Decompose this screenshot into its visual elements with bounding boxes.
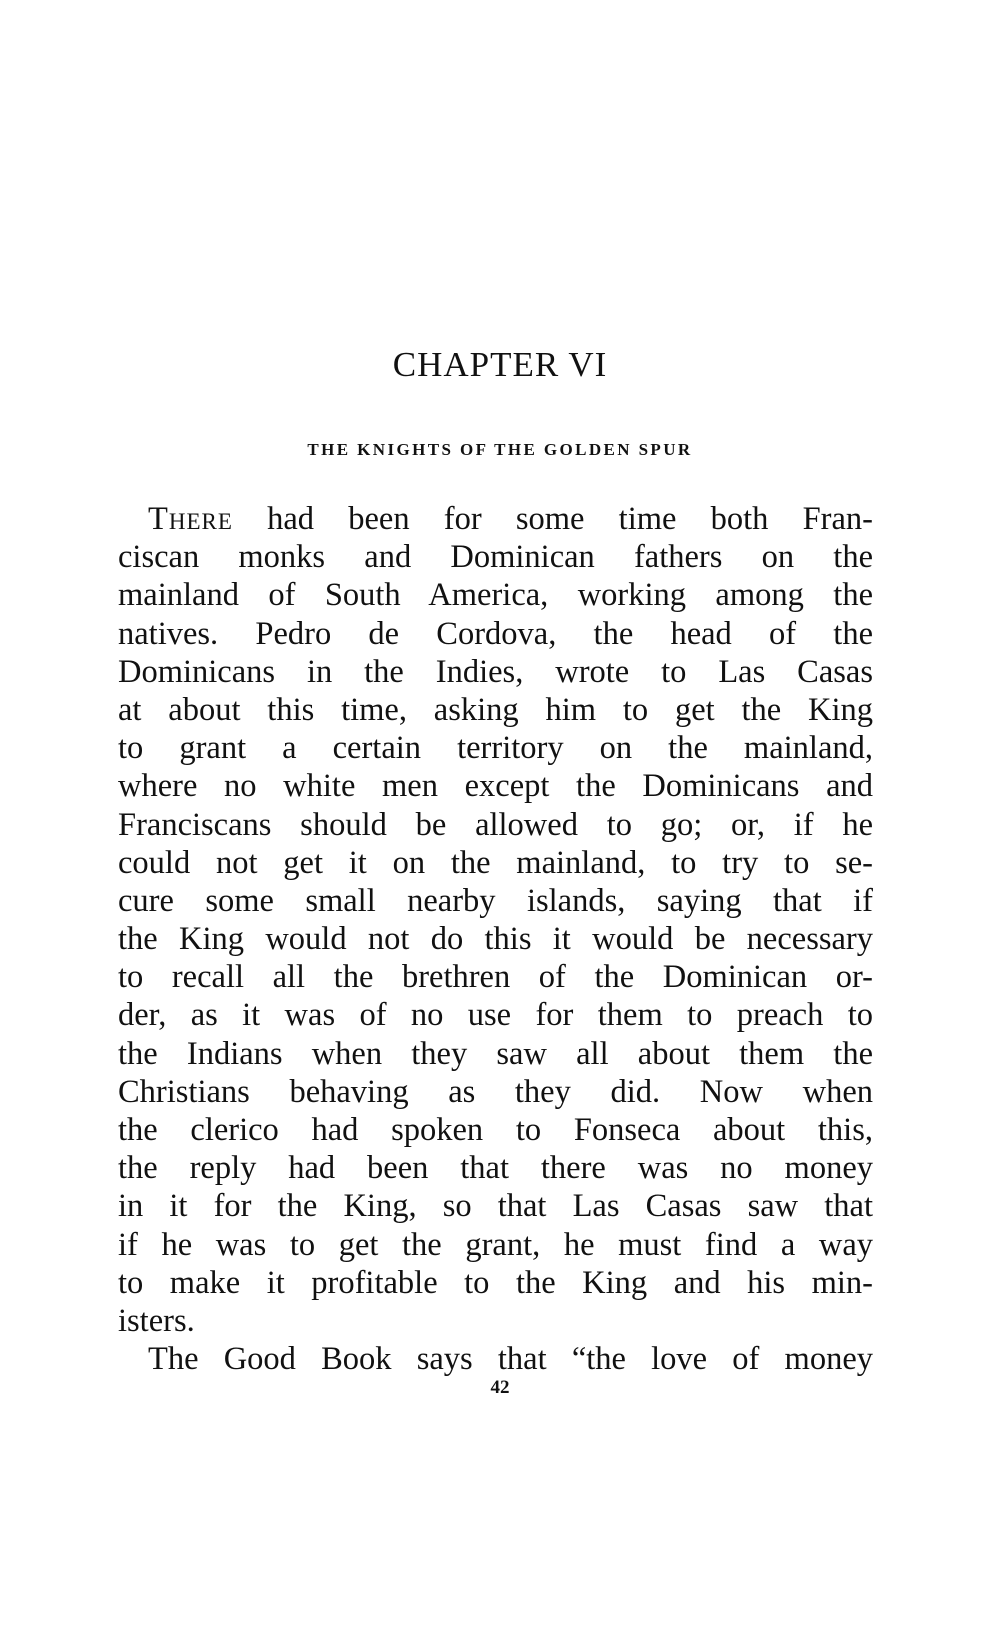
text-line: Franciscans should be allowed to go; or, if he — [118, 806, 873, 843]
text-line: the Indians when they saw all about them the — [118, 1035, 873, 1072]
first-word: There — [148, 501, 233, 537]
text-line: to make it profitable to the King and his min- — [118, 1264, 873, 1301]
text-line: where no white men except the Dominicans and — [118, 768, 873, 805]
text-line: cure some small nearby islands, saying that if — [118, 882, 873, 919]
text-line: ciscan monks and Dominican fathers on the — [118, 539, 873, 576]
text-line: natives. Pedro de Cordova, the head of the — [118, 615, 873, 652]
text-line: if he was to get the grant, he must find a way — [118, 1226, 873, 1263]
text-line — [118, 500, 873, 538]
text-line: could not get it on the mainland, to try to se- — [118, 844, 873, 881]
chapter-subtitle: THE KNIGHTS OF THE GOLDEN SPUR — [307, 440, 693, 459]
paragraph-2 — [118, 1340, 873, 1378]
chapter-title: CHAPTER VI — [392, 345, 608, 384]
text-line-rest: had been for some time both Fran- — [232, 501, 873, 537]
text-line: at about this time, asking him to get the King — [118, 691, 873, 728]
text-line: in it for the King, so that Las Casas saw that — [118, 1188, 873, 1225]
text-line: Christians behaving as they did. Now when — [118, 1073, 873, 1110]
text-line: to grant a certain territory on the mainland, — [118, 730, 873, 767]
body-text — [118, 500, 873, 1378]
text-line: Dominicans in the Indies, wrote to Las Casas — [118, 653, 873, 690]
paragraph-1 — [118, 500, 873, 1340]
text-line: the reply had been that there was no money — [118, 1150, 873, 1187]
text-line: isters. — [118, 1302, 195, 1339]
text-line: the clerico had spoken to Fonseca about this, — [118, 1112, 873, 1148]
text-line: der, as it was of no use for them to preach to — [118, 997, 873, 1034]
text-line: to recall all the brethren of the Dominican or- — [118, 959, 873, 996]
text-line: mainland of South America, working among the — [118, 577, 873, 614]
text-line: The Good Book says that “the love of money — [148, 1341, 873, 1378]
text-line: the King would not do this it would be necessary — [118, 921, 873, 958]
page-number: 42 — [490, 1377, 510, 1398]
